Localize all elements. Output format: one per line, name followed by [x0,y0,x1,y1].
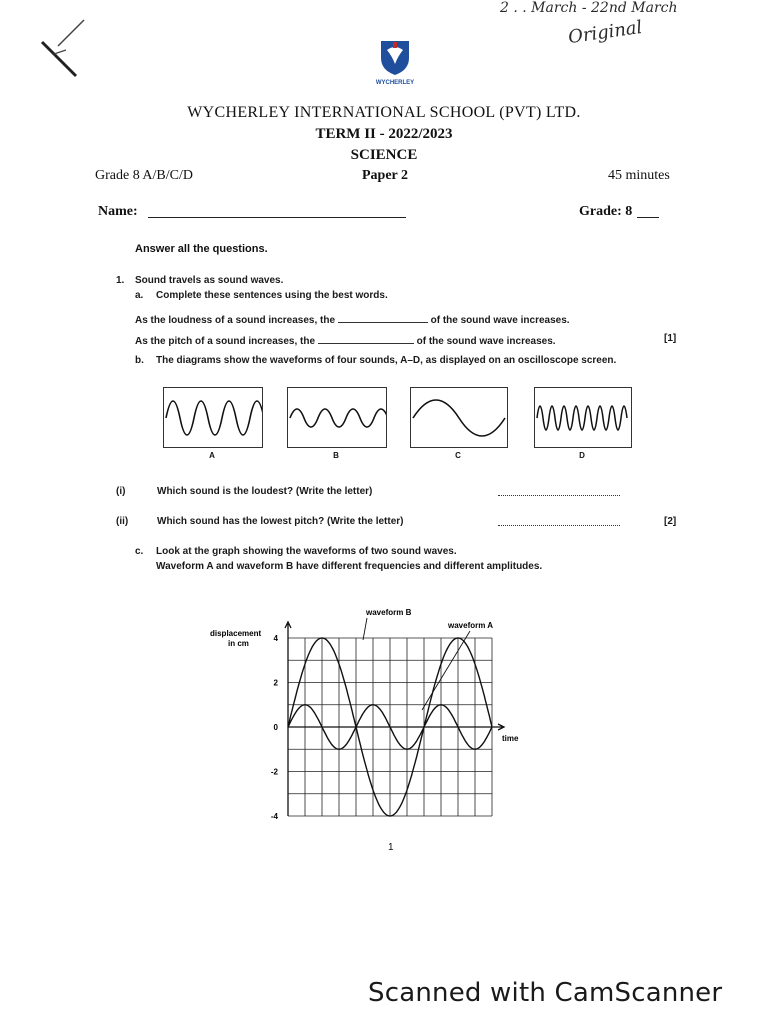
part-c-label: c. [135,546,144,557]
school-logo [370,38,420,86]
handwritten-original: Original [566,16,644,49]
waveform-label-c: C [455,451,461,460]
instructions: Answer all the questions. [135,243,268,255]
paper-number: Paper 2 [362,168,409,183]
name-field[interactable] [148,217,406,218]
name-label: Name: [98,204,138,219]
waveform-b-screen [287,387,387,448]
handwritten-date: 2 . . March - 22nd March [500,0,678,16]
answer-blank-pitch[interactable] [318,333,414,344]
waveform-label-a: A [209,451,215,460]
waveform-label-d: D [579,451,585,460]
sentence-loudness [135,312,570,326]
legend-waveform-a: waveform A [448,621,494,630]
label-pointer-a [422,631,470,710]
part-b-marks: [2] [664,516,677,527]
logo-wordmark: WYCHERLEY [375,80,415,86]
waveform-a-trace [164,388,262,447]
y-tick-label: -2 [270,767,278,777]
sentence2-start: As the pitch of a sound increases, the [135,336,316,347]
label-pointer-b [363,618,367,640]
waveform-graph [200,600,540,830]
sub-question-ii-label: (ii) [116,516,129,527]
answer-line-lowest-pitch[interactable] [498,524,620,526]
grade-field[interactable] [637,217,659,218]
waveform-label-b: B [333,451,339,460]
sub-question-ii-text: Which sound has the lowest pitch? (Write the letter) [157,516,404,527]
answer-blank-loudness[interactable] [338,312,428,323]
waveform-a-screen [163,387,263,448]
term-title: TERM II - 2022/2023 [315,126,453,142]
waveform-b-trace [288,388,386,447]
part-b-label: b. [135,355,144,366]
sentence1-end: of the sound wave increases. [430,315,570,326]
sub-question-i-text: Which sound is the loudest? (Write the letter) [157,486,373,497]
grade-label: Grade: 8 [579,204,633,219]
y-axis-label: displacement in cm [210,629,262,648]
legend-waveform-b: waveform B [366,608,412,617]
part-c-line2: Waveform A and waveform B have different frequencies and different amplitudes. [156,561,543,572]
x-axis-label: time [502,734,519,743]
answer-line-loudest[interactable] [498,494,620,496]
pen-mark-icon [36,14,96,78]
sentence2-end: of the sound wave increases. [416,336,556,347]
exam-duration: 45 minutes [608,168,670,183]
school-name: WYCHERLEY INTERNATIONAL SCHOOL (PVT) LTD. [187,104,581,121]
part-c-line1: Look at the graph showing the waveforms of two sound waves. [156,546,457,557]
crest-icon [370,38,420,76]
scanner-footer: Scanned with CamScanner [368,978,723,1008]
sub-question-i-label: (i) [116,486,126,497]
y-tick-label: -4 [270,812,278,821]
waveform-d-trace [535,388,631,447]
subject-title: SCIENCE [350,147,418,163]
y-tick-labels [271,634,279,821]
waveform-d-screen [534,387,632,448]
part-b-text: The diagrams show the waveforms of four sounds, A–D, as displayed on an oscilloscope screen. [156,355,617,366]
part-a-marks: [1] [664,333,677,344]
sentence1-start: As the loudness of a sound increases, the [135,315,336,326]
grade-classes: Grade 8 A/B/C/D [95,168,193,183]
sentence-pitch [135,333,556,347]
page-number: 1 [388,842,394,853]
waveform-c-screen [410,387,508,448]
question-stem: Sound travels as sound waves. [135,275,284,286]
part-a-text: Complete these sentences using the best words. [156,290,388,301]
y-tick-label: 0 [273,723,278,732]
y-tick-label: 4 [273,634,278,643]
y-tick-label: 2 [273,678,278,688]
question-number: 1. [116,275,125,286]
waveform-c-trace [411,388,507,447]
part-a-label: a. [135,290,144,301]
